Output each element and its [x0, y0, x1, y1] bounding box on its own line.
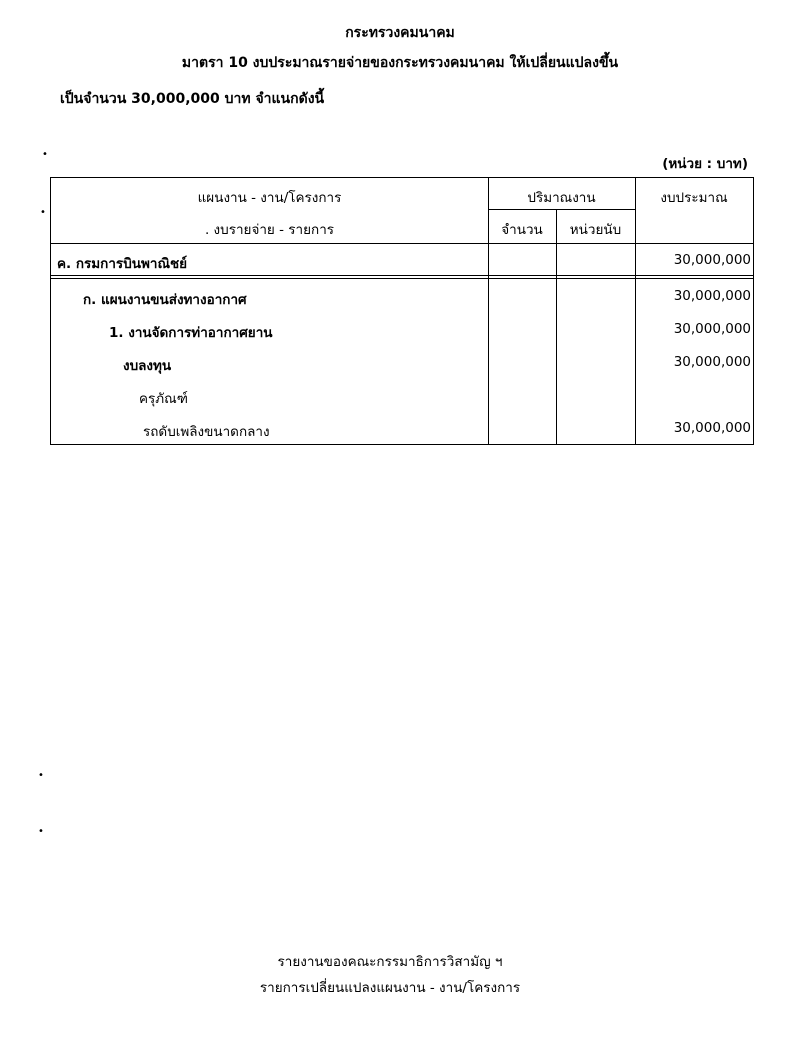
- row-department-label: ค. กรมการบินพาณิชย์: [57, 256, 188, 272]
- row-divider: [488, 209, 635, 210]
- ministry-title: กระทรวงคมนาคม: [345, 25, 455, 41]
- budget-table: [50, 177, 754, 445]
- scan-mark: •: [38, 826, 44, 837]
- amount-line: เป็นจำนวน 30,000,000 บาท จำแนกดังนี้: [60, 91, 325, 107]
- header-quantity: ปริมาณงาน: [527, 190, 596, 206]
- row-work-amount: 30,000,000: [673, 321, 751, 337]
- section-title: มาตรา 10 งบประมาณรายจ่ายของกระทรวงคมนาคม ให้เปลี่ยนแปลงขึ้น: [181, 55, 619, 71]
- footer-line2: รายการเปลี่ยนแปลงแผนงาน - งาน/โครงการ: [259, 980, 521, 996]
- header-count: จำนวน: [501, 222, 543, 238]
- header-expense: . งบรายจ่าย - รายการ: [204, 222, 335, 238]
- scan-mark: •: [40, 207, 46, 218]
- column-divider: [556, 210, 557, 444]
- row-firetruck-amount: 30,000,000: [673, 420, 751, 436]
- row-investment-amount: 30,000,000: [673, 354, 751, 370]
- row-department-amount: 30,000,000: [673, 252, 751, 268]
- footer-line1: รายงานของคณะกรรมาธิการวิสามัญ ฯ: [277, 954, 503, 970]
- row-divider: [51, 278, 753, 279]
- scan-mark: •: [42, 149, 48, 160]
- row-equipment-label: ครุภัณฑ์: [139, 391, 188, 407]
- row-divider: [51, 275, 753, 276]
- row-work-label: 1. งานจัดการท่าอากาศยาน: [109, 325, 273, 341]
- row-investment-label: งบลงทุน: [123, 358, 172, 374]
- header-budget: งบประมาณ: [660, 190, 728, 206]
- column-divider: [635, 178, 636, 444]
- row-plan-amount: 30,000,000: [673, 288, 751, 304]
- header-unit: หน่วยนับ: [569, 222, 622, 238]
- row-firetruck-label: รถดับเพลิงขนาดกลาง: [143, 424, 270, 440]
- row-plan-label: ก. แผนงานขนส่งทางอากาศ: [83, 292, 247, 308]
- row-divider: [51, 243, 753, 244]
- scan-mark: •: [38, 770, 44, 781]
- unit-label: (หน่วย : บาท): [662, 156, 748, 172]
- header-plan: แผนงาน - งาน/โครงการ: [197, 190, 342, 206]
